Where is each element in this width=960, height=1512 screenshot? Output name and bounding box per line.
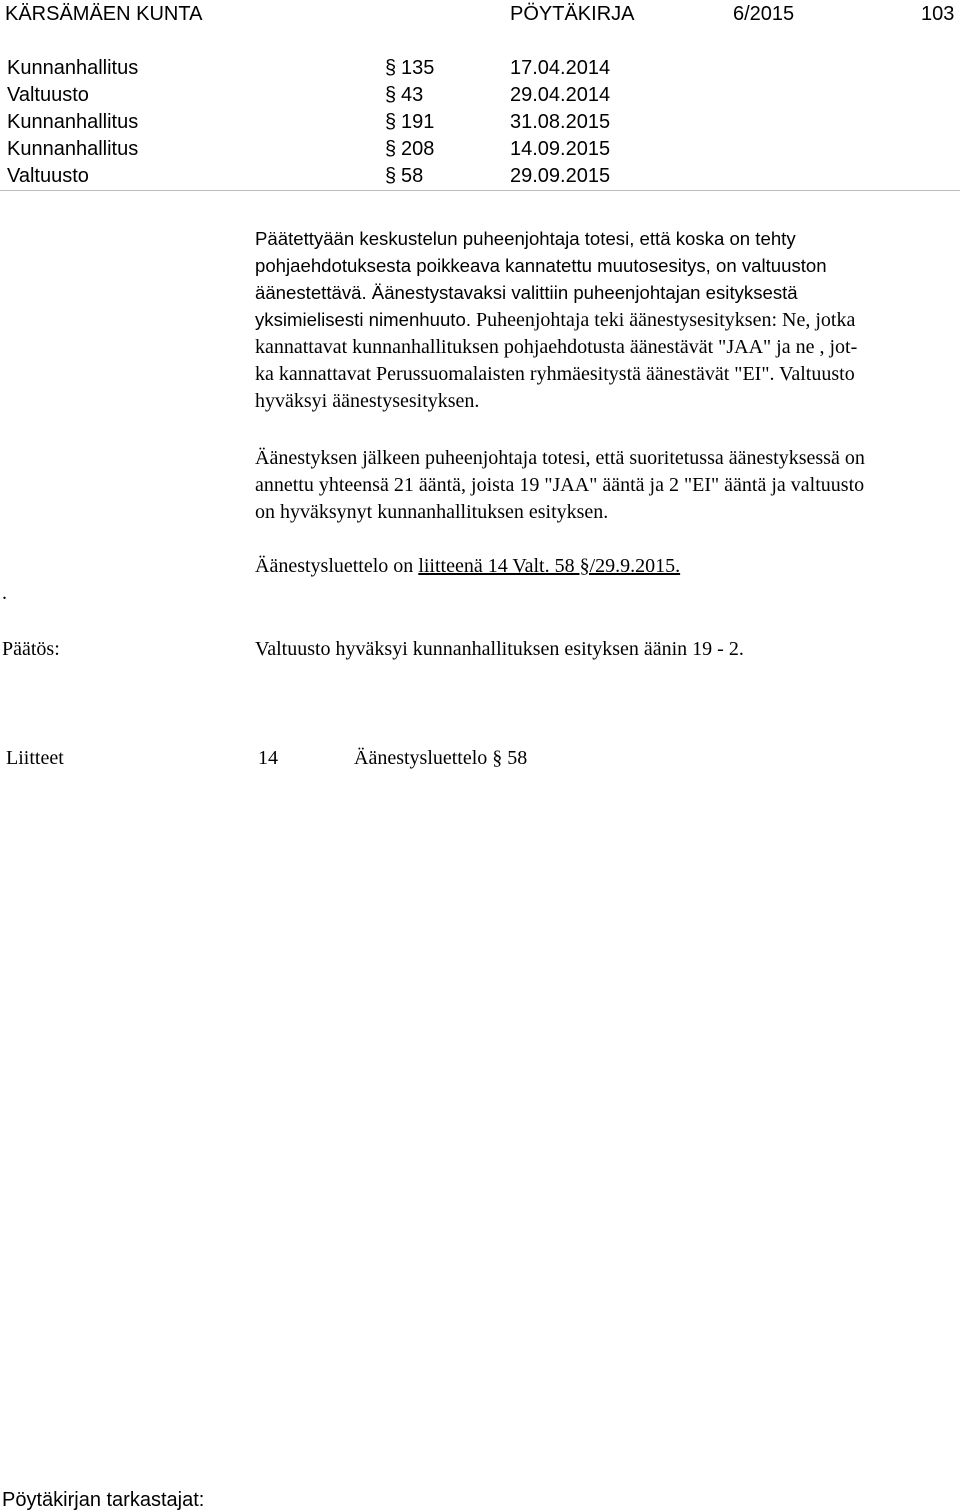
reference-number: 135 xyxy=(401,57,435,79)
reference-row xyxy=(7,136,947,163)
section-mark-icon: § xyxy=(385,57,397,79)
reference-row xyxy=(7,163,947,190)
reference-body: Kunnanhallitus xyxy=(7,138,139,160)
decision-text: Valtuusto hyväksyi kunnanhallituksen esityksen äänin 19 - 2. xyxy=(255,638,744,660)
reference-body: Kunnanhallitus xyxy=(7,57,139,79)
reference-date: 29.09.2015 xyxy=(510,165,611,187)
divider-line xyxy=(0,190,960,191)
paragraph-line: ka kannattavat Perussuomalaisten ryhmäesitystä äänestävät "EI". Valtuusto xyxy=(255,363,855,385)
paragraph-line xyxy=(255,306,960,334)
paragraph-line: Äänestyksen jälkeen puheenjohtaja totesi, että suoritetussa äänestyksessä on xyxy=(255,447,865,469)
reference-number: 43 xyxy=(401,84,424,106)
doc-type: PÖYTÄKIRJA xyxy=(510,3,635,25)
org-name: KÄRSÄMÄEN KUNTA xyxy=(5,3,203,25)
page-number: 103 xyxy=(921,3,955,25)
section-mark-icon: § xyxy=(385,165,397,187)
attachment-title: Äänestysluettelo § 58 xyxy=(354,747,528,769)
paragraph-segment: yksimielisesti nimenhuuto. xyxy=(255,309,471,330)
paragraph-segment: Puheenjohtaja teki äänestysesityksen: Ne, jotka xyxy=(470,309,856,331)
attachments-label: Liitteet xyxy=(6,747,64,769)
reference-date: 29.04.2014 xyxy=(510,84,611,106)
attachment-link[interactable]: liitteenä 14 Valt. 58 §/29.9.2015. xyxy=(418,555,681,577)
section-mark-icon: § xyxy=(385,138,397,160)
reference-row xyxy=(7,109,947,136)
decision-label: Päätös: xyxy=(2,638,60,660)
paragraph-segment: Äänestysluettelo on xyxy=(255,555,419,577)
section-mark-icon: § xyxy=(385,84,397,106)
paragraph-line: äänestettävä. Äänestystavaksi valittiin puheenjohtajan esityksestä xyxy=(255,282,798,303)
paragraph-line: pohjaehdotuksesta poikkeava kannatettu muutosesitys, on valtuuston xyxy=(255,255,827,276)
reference-row xyxy=(7,55,947,82)
reference-date: 17.04.2014 xyxy=(510,57,611,79)
reference-number: 191 xyxy=(401,111,435,133)
paragraph-line: on hyväksynyt kunnanhallituksen esityksen. xyxy=(255,501,609,523)
result-paragraph xyxy=(255,445,960,526)
reference-number: 58 xyxy=(401,165,424,187)
reference-row xyxy=(7,82,947,109)
reviewers-label: Pöytäkirjan tarkastajat: xyxy=(2,1489,205,1511)
paragraph-line: hyväksyi äänestysesityksen. xyxy=(255,390,480,412)
reference-date: 31.08.2015 xyxy=(510,111,611,133)
issue-number: 6/2015 xyxy=(733,3,795,25)
paragraph-line: annettu yhteensä 21 ääntä, joista 19 "JAA" ääntä ja 2 "EI" ääntä ja valtuusto xyxy=(255,474,865,496)
stray-dot: . xyxy=(2,582,7,604)
reference-body: Valtuusto xyxy=(7,165,89,187)
attachment-number: 14 xyxy=(258,747,278,769)
voting-list-paragraph xyxy=(255,553,960,580)
paragraph-line: Päätettyään keskustelun puheenjohtaja totesi, että koska on tehty xyxy=(255,228,796,249)
section-mark-icon: § xyxy=(385,111,397,133)
reference-date: 14.09.2015 xyxy=(510,138,611,160)
reference-body: Kunnanhallitus xyxy=(7,111,139,133)
discussion-paragraph xyxy=(255,225,960,415)
paragraph-line: kannattavat kunnanhallituksen pohjaehdotusta äänestävät "JAA" ja ne , jot- xyxy=(255,336,858,358)
reference-body: Valtuusto xyxy=(7,84,89,106)
reference-number: 208 xyxy=(401,138,435,160)
